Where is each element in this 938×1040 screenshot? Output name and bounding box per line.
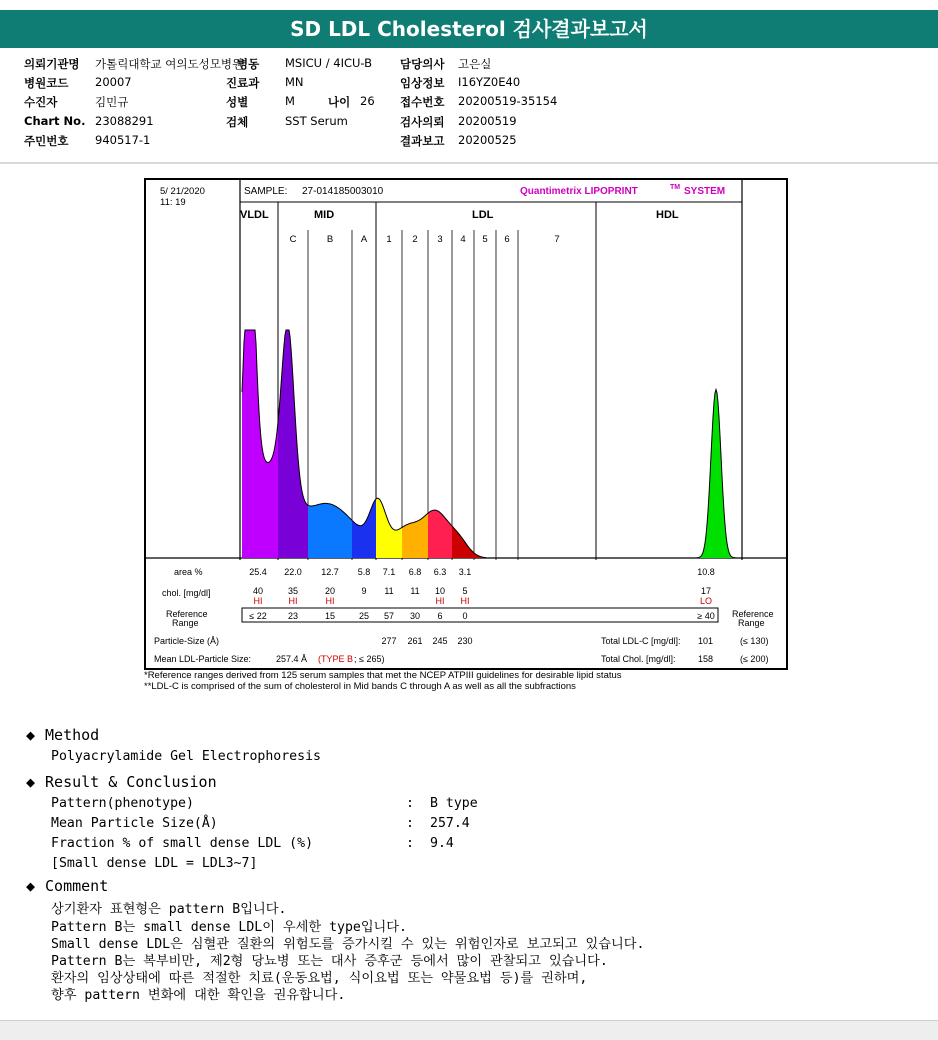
peak-segment-mid-a — [352, 499, 376, 558]
comment-heading: ◆ Comment — [26, 877, 109, 895]
institution-label: 의뢰기관명 — [24, 57, 80, 71]
area-label: area % — [174, 567, 203, 577]
total-ldl-value: 101 — [698, 636, 714, 646]
chol-label: chol. [mg/dl] — [162, 588, 211, 598]
chol-value: 40 — [252, 586, 264, 596]
receipt-value: 20200519-35154 — [458, 94, 558, 108]
result-colon: : — [406, 836, 414, 851]
request-label: 검사의뢰 — [400, 115, 445, 129]
band-label-c: C — [289, 234, 297, 245]
examinee-value: 김민규 — [95, 95, 129, 109]
particle-size-value: 245 — [432, 636, 448, 646]
resident-no-label: 주민번호 — [24, 134, 69, 148]
brand-name: Quantimetrix LIPOPRINT — [520, 186, 638, 197]
chol-value: 20 — [324, 586, 336, 596]
specimen-value: SST Serum — [285, 114, 348, 128]
area-value: 10.8 — [697, 567, 715, 577]
result-label-size: Mean Particle Size(Å) — [51, 816, 218, 831]
reference-label-1: Reference — [166, 609, 208, 619]
total-ldl-ref: (≤ 130) — [740, 636, 769, 646]
reference-value: 30 — [409, 611, 421, 621]
total-chol-label: Total Chol. [mg/dl]: — [601, 654, 676, 664]
peak-segment-ldl-4 — [452, 526, 486, 558]
result-report-value: 20200525 — [458, 133, 517, 147]
chart-no-label: Chart No. — [24, 114, 86, 128]
result-report-label: 결과보고 — [400, 134, 445, 148]
sample-label: SAMPLE: — [244, 186, 288, 197]
reference-value: 15 — [324, 611, 336, 621]
diamond-bullet-icon: ◆ — [26, 773, 36, 791]
chol-flag: HI — [325, 596, 335, 606]
group-mid: MID — [314, 209, 335, 221]
result-note: [Small dense LDL = LDL3~7] — [51, 856, 258, 871]
dept-value: MN — [285, 75, 304, 89]
lipoprint-report — [144, 178, 788, 670]
total-ldl-label: Total LDL-C [mg/dl]: — [601, 636, 681, 646]
institution-value: 가톨릭대학교 여의도성모병원 — [95, 57, 244, 71]
band-label-3: 3 — [437, 234, 443, 245]
band-label-a: A — [360, 234, 368, 245]
group-vldl: VLDL — [240, 209, 269, 221]
reference-value: 23 — [287, 611, 299, 621]
brand-system: SYSTEM — [684, 186, 726, 197]
doctor-value: 고은실 — [458, 57, 492, 71]
footnote-1: *Reference ranges derived from 125 serum samples that met the NCEP ATPIII guidelines for desirable lipid status — [144, 670, 622, 681]
comment-line: 상기환자 표현형은 pattern B입니다. — [51, 902, 287, 917]
comment-line: 향후 pattern 변화에 대한 확인을 권유합니다. — [51, 988, 346, 1003]
peak-segment-ldl-1 — [376, 498, 402, 558]
peak-segment-ldl-2 — [402, 513, 428, 558]
footnotes — [144, 670, 622, 692]
method-text: Polyacrylamide Gel Electrophoresis — [51, 749, 321, 764]
specimen-label: 검체 — [226, 115, 249, 129]
chart-no-value: 23088291 — [95, 114, 154, 128]
area-value: 5.8 — [357, 567, 371, 577]
lipoprint-chart — [146, 180, 786, 668]
area-value: 6.3 — [433, 567, 447, 577]
chol-value: 11 — [410, 586, 420, 596]
chol-flag: HI — [288, 596, 298, 606]
band-label-1: 1 — [386, 234, 392, 245]
doctor-label: 담당의사 — [400, 57, 445, 71]
reference-label-right-1: Reference — [732, 609, 774, 619]
age-label: 나이 — [328, 95, 351, 109]
peak-segment-hdl — [696, 390, 736, 559]
brand-tm: TM — [670, 184, 681, 191]
reference-value: 0 — [462, 611, 468, 621]
comment-line: Pattern B는 small dense LDL이 우세한 type입니다. — [51, 920, 407, 935]
area-value: 3.1 — [458, 567, 472, 577]
hospital-code-label: 병원코드 — [24, 76, 69, 90]
chol-value: 35 — [287, 586, 299, 596]
band-label-5: 5 — [482, 234, 488, 245]
receipt-label: 접수번호 — [400, 95, 445, 109]
hospital-code-value: 20007 — [95, 75, 132, 89]
chol-flag: HI — [460, 596, 470, 606]
area-value: 25.4 — [249, 567, 267, 577]
sex-label: 성별 — [226, 95, 249, 109]
mean-type-ref: ; ≤ 265) — [354, 654, 385, 664]
reference-value: 25 — [358, 611, 370, 621]
chol-value: 9 — [361, 586, 367, 596]
result-label-pattern: Pattern(phenotype) — [51, 796, 194, 811]
reference-value: ≥ 40 — [697, 611, 715, 621]
comment-line: 환자의 임상상태에 따른 적절한 치료(운동요법, 식이요법 또는 약물요법 등)를 권하며, — [51, 971, 588, 986]
total-chol-value: 158 — [698, 654, 714, 664]
chol-value: 10 — [434, 586, 446, 596]
result-value-size: 257.4 — [430, 816, 470, 831]
result-colon: : — [406, 816, 414, 831]
particle-size-label: Particle-Size (Å) — [154, 636, 220, 646]
ward-value: MSICU / 4ICU-B — [285, 56, 373, 70]
band-label-2: 2 — [412, 234, 418, 245]
chol-value: 11 — [384, 586, 394, 596]
group-hdl: HDL — [656, 209, 679, 221]
chol-value: 5 — [462, 586, 468, 596]
mean-type: (TYPE B — [318, 654, 354, 664]
method-heading: ◆ Method — [26, 726, 100, 744]
diamond-bullet-icon: ◆ — [26, 877, 36, 895]
band-label-6: 6 — [504, 234, 510, 245]
mean-size-value: 257.4 Å — [276, 654, 308, 664]
report-title: SD LDL Cholesterol 검사결과보고서 — [0, 10, 938, 48]
clinical-info-label: 임상정보 — [400, 76, 445, 90]
age-value: 26 — [360, 94, 375, 108]
result-label-fraction: Fraction % of small dense LDL (%) — [51, 836, 314, 851]
band-label-7: 7 — [554, 234, 560, 245]
band-label-4: 4 — [460, 234, 466, 245]
result-value-fraction: 9.4 — [430, 836, 454, 851]
comment-line: Small dense LDL은 심혈관 질환의 위험도를 증가시킬 수 있는 위험인자로 보고되고 있습니다. — [51, 937, 645, 952]
ward-label: 병동 — [237, 57, 260, 71]
peak-segment-vldl — [242, 330, 278, 558]
examinee-label: 수진자 — [24, 95, 58, 109]
reference-value: ≤ 22 — [249, 611, 267, 621]
chol-value: 17 — [700, 586, 712, 596]
area-value: 12.7 — [321, 567, 339, 577]
comment-line: Pattern B는 복부비만, 제2형 당뇨병 또는 대사 증후군 등에서 많이 관찰되고 있습니다. — [51, 954, 608, 969]
report-time: 11: 19 — [160, 197, 186, 208]
report-date: 5/ 21/2020 — [160, 186, 205, 197]
patient-info-panel — [0, 50, 938, 162]
reference-label-right-2: Range — [738, 618, 765, 628]
reference-range-box — [242, 608, 718, 622]
peak-segment-ldl-3 — [428, 510, 452, 558]
total-chol-ref: (≤ 200) — [740, 654, 769, 664]
divider — [0, 162, 938, 164]
clinical-info-value: I16YZ0E40 — [458, 75, 521, 89]
particle-size-value: 230 — [457, 636, 473, 646]
particle-size-value: 277 — [381, 636, 397, 646]
group-ldl: LDL — [472, 209, 494, 221]
chol-flag: HI — [253, 596, 263, 606]
dept-label: 진료과 — [226, 76, 260, 90]
diamond-bullet-icon: ◆ — [26, 726, 36, 744]
request-value: 20200519 — [458, 114, 517, 128]
footnote-2: **LDL-C is comprised of the sum of cholesterol in Mid bands C through A as well as all the subfractions — [144, 681, 576, 692]
area-value: 22.0 — [284, 567, 302, 577]
area-value: 6.8 — [408, 567, 422, 577]
sample-id: 27-014185003010 — [302, 186, 384, 197]
result-heading: ◆ Result & Conclusion — [26, 773, 217, 791]
result-colon: : — [406, 796, 414, 811]
chol-flag: LO — [699, 596, 713, 606]
peak-segment-mid-b — [308, 503, 352, 558]
sex-value: M — [285, 94, 295, 108]
result-value-pattern: B type — [430, 796, 478, 811]
particle-size-value: 261 — [407, 636, 423, 646]
chol-flag: HI — [435, 596, 445, 606]
reference-label-2: Range — [172, 618, 199, 628]
resident-no-value: 940517-1 — [95, 133, 151, 147]
reference-value: 57 — [383, 611, 395, 621]
mean-size-label: Mean LDL-Particle Size: — [154, 654, 252, 664]
area-value: 7.1 — [382, 567, 396, 577]
bottom-scroll-area — [0, 1020, 938, 1040]
band-label-b: B — [326, 234, 334, 245]
reference-value: 6 — [437, 611, 443, 621]
